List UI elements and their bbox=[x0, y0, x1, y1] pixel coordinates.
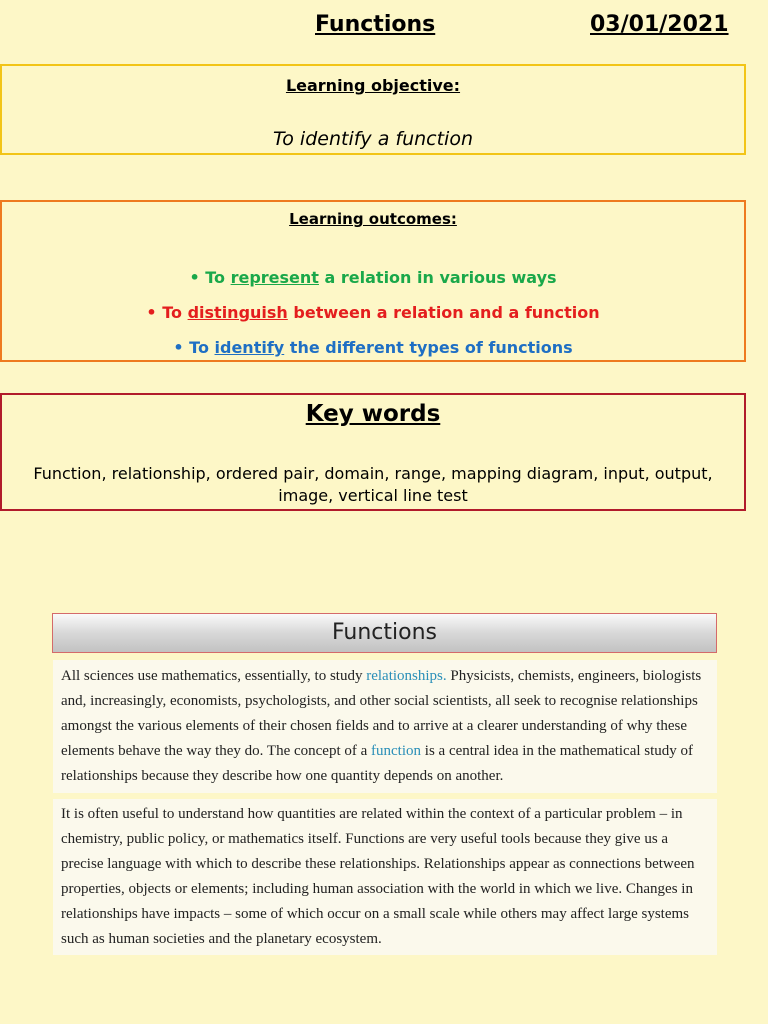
learning-outcomes-box bbox=[0, 200, 746, 362]
learning-objective-label: Learning objective: bbox=[285, 76, 461, 95]
key-words-text: Function, relationship, ordered pair, domain, range, mapping diagram, input, output, image, vertical line test bbox=[33, 464, 713, 505]
functions-banner: Functions bbox=[52, 613, 717, 653]
outcome-item: • To identify the different types of functions bbox=[173, 338, 573, 357]
outcome-keyword: identify bbox=[214, 338, 285, 357]
learning-objective-box bbox=[0, 64, 746, 155]
bullet-icon: • bbox=[189, 268, 206, 287]
outcome-keyword: represent bbox=[230, 268, 319, 287]
functions-paragraph-2: It is often useful to understand how quantities are related within the context of a particular problem – in chemistry, public policy, or mathematics itself. Functions are very useful tools because they give us a precise language with which to describe these relationships. Relationships appear as connections between properties, objects or elements; including human association with the world in which we live. Changes in relationships have impacts – some of which occur on a small scale while others may affect large systems such as human societies and the planetary ecosystem. bbox=[53, 799, 717, 955]
functions-paragraph-1: All sciences use mathematics, essentially, to study relationships. Physicists, chemists, engineers, biologists and, increasingly, economists, psychologists, and other social scientists, all seek to recognise relationships amongst the various elements of their chosen fields and to arrive at a clearer understanding of why these elements behave the way they do. The concept of a function is a central idea in the mathematical study of relationships because they describe how one quantity depends on another. bbox=[53, 660, 717, 793]
outcome-item: • To distinguish between a relation and a function bbox=[146, 303, 600, 322]
relationships-link[interactable]: relationships. bbox=[366, 668, 447, 684]
learning-outcomes-label: Learning outcomes: bbox=[289, 210, 457, 228]
page-date: 03/01/2021 bbox=[590, 12, 729, 37]
key-words-box bbox=[0, 393, 746, 511]
key-words-label: Key words bbox=[305, 401, 441, 427]
learning-objective-text: To identify a function bbox=[273, 128, 473, 150]
bullet-icon: • bbox=[173, 338, 190, 357]
outcome-item: • To represent a relation in various ways bbox=[189, 268, 557, 287]
page-title: Functions bbox=[315, 12, 436, 37]
bullet-icon: • bbox=[146, 303, 163, 322]
outcome-keyword: distinguish bbox=[187, 303, 288, 322]
function-link[interactable]: function bbox=[371, 743, 422, 759]
